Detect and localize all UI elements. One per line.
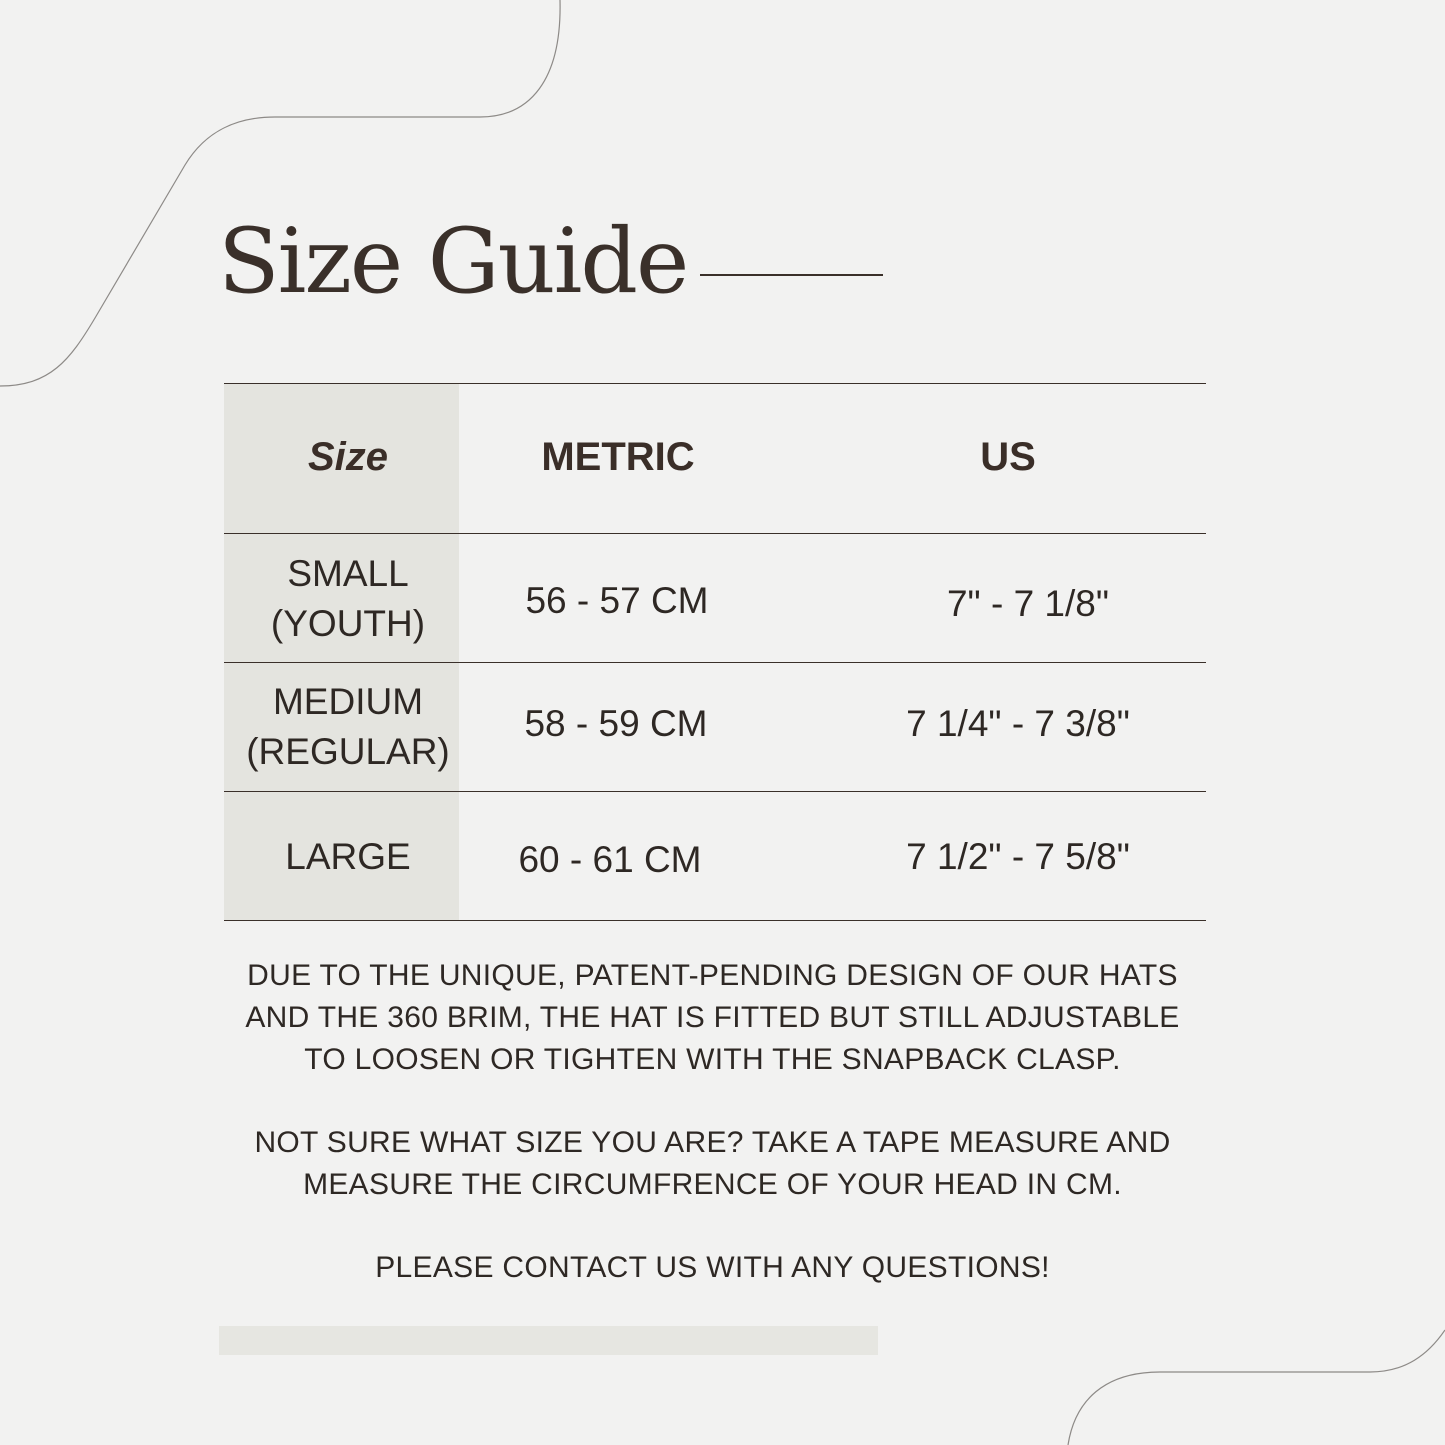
metric-value: 60 - 61 CM bbox=[518, 839, 702, 880]
size-label: MEDIUM bbox=[272, 681, 424, 722]
table-bottom-border bbox=[224, 920, 1206, 921]
decorative-bar bbox=[219, 1326, 878, 1355]
page-title: Size Guide bbox=[218, 209, 688, 314]
size-sublabel: (YOUTH) bbox=[270, 603, 426, 644]
us-value: 7 1/2" - 7 5/8" bbox=[906, 836, 1130, 877]
table-top-border bbox=[224, 383, 1206, 384]
size-table bbox=[224, 383, 1206, 921]
header-metric: METRIC bbox=[541, 435, 695, 479]
size-label: SMALL bbox=[287, 553, 409, 594]
row-divider bbox=[224, 662, 1206, 663]
header-size: Size bbox=[307, 435, 389, 479]
header-us: US bbox=[980, 435, 1036, 479]
title-rule bbox=[700, 274, 883, 276]
contact-note: PLEASE CONTACT US WITH ANY QUESTIONS! bbox=[375, 1251, 1050, 1284]
metric-value: 56 - 57 CM bbox=[525, 580, 709, 621]
bottom-right-curve bbox=[1068, 1330, 1445, 1445]
top-left-curve bbox=[0, 0, 560, 386]
row-divider bbox=[224, 791, 1206, 792]
us-value: 7" - 7 1/8" bbox=[946, 583, 1110, 624]
size-label: LARGE bbox=[285, 836, 411, 877]
header-divider bbox=[224, 533, 1206, 534]
fit-note: DUE TO THE UNIQUE, PATENT-PENDING DESIGN OF OUR HATS AND THE 360 BRIM, THE HAT IS FITTED BUT STILL ADJUSTABLE TO LOOSEN OR TIGHTEN WITH THE SNAPBACK CLASP. bbox=[245, 959, 1180, 1076]
size-sublabel: (REGULAR) bbox=[246, 731, 450, 772]
measure-note: NOT SURE WHAT SIZE YOU ARE? TAKE A TAPE MEASURE AND MEASURE THE CIRCUMFRENCE OF YOUR HEAD IN CM. bbox=[254, 1126, 1171, 1201]
us-value: 7 1/4" - 7 3/8" bbox=[906, 703, 1130, 744]
metric-value: 58 - 59 CM bbox=[524, 703, 708, 744]
size-notes bbox=[210, 955, 1215, 1330]
